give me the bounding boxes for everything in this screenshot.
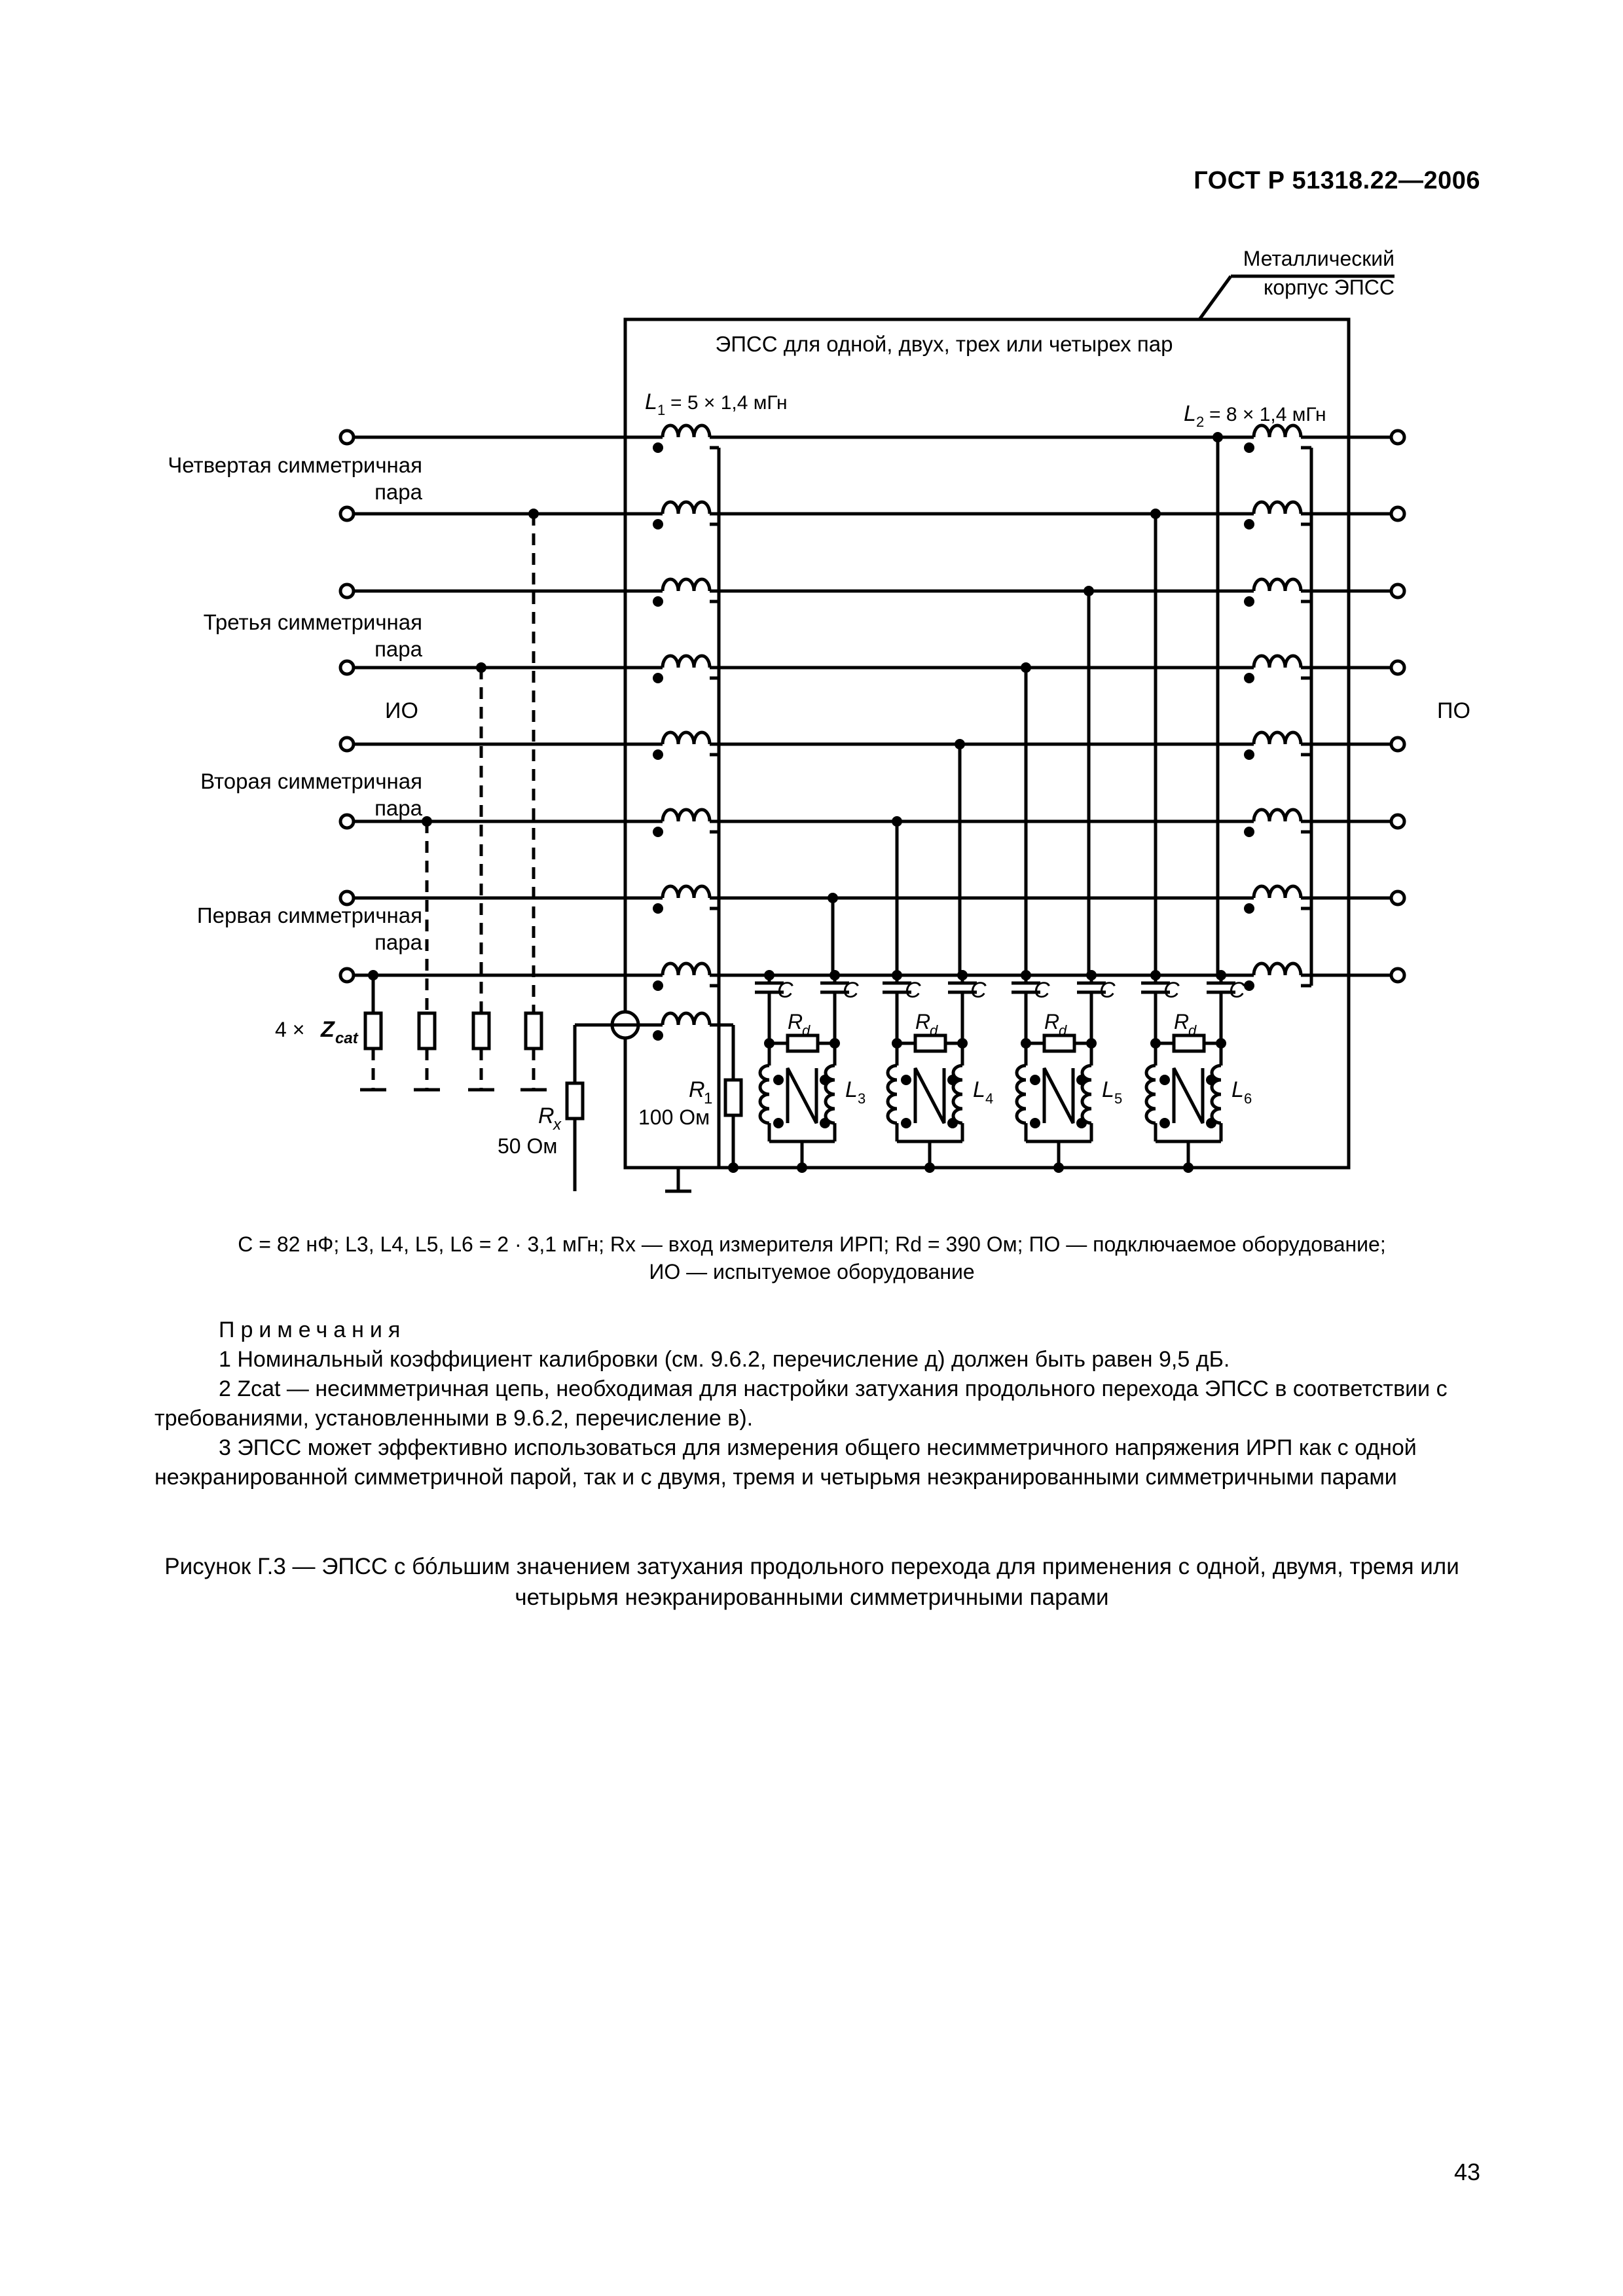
rx-sub: x — [553, 1116, 561, 1134]
winding-dot — [947, 1118, 958, 1128]
right-terminal — [1391, 431, 1404, 444]
ae-label: ПО — [1437, 698, 1470, 723]
c-label: C — [1034, 978, 1050, 1003]
l2-coil-icon — [1254, 579, 1301, 591]
l-symbol: L — [1102, 1077, 1114, 1102]
l-symbol: L — [973, 1077, 985, 1102]
zcat-impedance — [419, 1013, 435, 1049]
coil-dot — [653, 673, 663, 683]
left-terminal — [340, 431, 354, 444]
zcat-impedance — [526, 1013, 541, 1049]
left-terminal — [340, 891, 354, 905]
core-icon — [1174, 1068, 1203, 1123]
right-terminal — [1391, 969, 1404, 982]
rd-sub: d — [802, 1022, 811, 1039]
l-winding-left-icon — [1017, 1066, 1026, 1123]
coil-dot — [1244, 827, 1254, 837]
coil-dot — [653, 519, 663, 529]
winding-dot — [1076, 1075, 1087, 1085]
eut-label: ИО — [385, 698, 418, 723]
right-terminal — [1391, 661, 1404, 674]
right-terminal — [1391, 891, 1404, 905]
coil-dot — [1244, 519, 1254, 529]
coil-dot — [1244, 903, 1254, 914]
coil-dot — [1244, 980, 1254, 991]
winding-dot — [1159, 1118, 1170, 1128]
box-title: ЭПСС для одной, двух, трех или четырех пар — [715, 332, 1173, 356]
note-1: 1 Номинальный коэффициент калибровки (см. 9.6.2, перечисление д) должен быть равен 9,5 дБ. — [219, 1347, 1230, 1372]
right-terminal — [1391, 815, 1404, 828]
l1-coil-icon — [663, 656, 710, 668]
l2-coil-icon — [1254, 963, 1301, 975]
coil-dot — [653, 980, 663, 991]
c-label: C — [905, 978, 921, 1003]
left-terminal — [340, 815, 354, 828]
l2-coil-icon — [1254, 656, 1301, 668]
notes — [155, 1316, 1477, 1492]
l-winding-right-icon — [953, 1066, 962, 1123]
ground-junction — [1183, 1162, 1194, 1173]
l-sub: 5 — [1114, 1090, 1123, 1107]
legend-line-1: C = 82 нФ; L3, L4, L5, L6 = 2 · 3,1 мГн; Rx — вход измерителя ИРП; Rd = 390 Ом; ПО — подключаемое оборудование; — [238, 1232, 1386, 1256]
l1-coil-icon — [663, 963, 710, 975]
l1-coil-icon — [663, 425, 710, 437]
l2-coil-icon — [1254, 810, 1301, 821]
left-terminal — [340, 507, 354, 520]
winding-dot — [820, 1075, 830, 1085]
c-label: C — [843, 978, 859, 1003]
l-winding-left-icon — [1146, 1066, 1156, 1123]
pair1-label-1: Первая симметричная — [196, 903, 422, 927]
legend-line-2: ИО — испытуемое оборудование — [649, 1260, 975, 1283]
pair2-label-2: пара — [374, 796, 422, 820]
coil-dot — [653, 596, 663, 607]
ground-junction — [728, 1162, 739, 1173]
l-winding-right-icon — [1212, 1066, 1221, 1123]
note-3: 3 ЭПСС может эффективно использоваться для измерения общего несимметричного напряжения ИРП как с одной неэкранированной симметричной парой, так и с двумя, тремя и четырьмя неэкранированными симметричными парами — [155, 1435, 1417, 1490]
winding-dot — [1030, 1075, 1040, 1085]
r1-resistor — [725, 1080, 741, 1115]
ground-junction — [797, 1162, 807, 1173]
left-terminal — [340, 969, 354, 982]
l1-coil-icon — [663, 732, 710, 744]
diagram-legend — [131, 1230, 1493, 1285]
l2-coil-icon — [1254, 886, 1301, 898]
ground-junction — [924, 1162, 935, 1173]
l-symbol: L — [1231, 1077, 1244, 1102]
coil-dot — [653, 442, 663, 453]
l-symbol: L — [845, 1077, 858, 1102]
figure-caption: Рисунок Г.3 — ЭПСС с бóльшим значением затухания продольного перехода для применения с одной, двумя, тремя или четырьмя неэкранированными симметричными парами — [164, 1554, 1459, 1610]
right-terminal — [1391, 584, 1404, 598]
coil-dot — [1244, 749, 1254, 760]
c-label: C — [1099, 978, 1116, 1003]
l-winding-right-icon — [826, 1066, 835, 1123]
l1-common-coil-icon — [663, 1013, 710, 1025]
housing-label-2: корпус ЭПСС — [1263, 276, 1395, 299]
core-icon — [1044, 1068, 1073, 1123]
rx-value: 50 Ом — [498, 1134, 558, 1158]
l2-coil-icon — [1254, 732, 1301, 744]
coil-dot — [653, 903, 663, 914]
l1-value: = 5 × 1,4 мГн — [670, 392, 788, 414]
l1-sub: 1 — [657, 402, 666, 418]
zcat-impedance — [473, 1013, 489, 1049]
rd-sub: d — [930, 1022, 938, 1039]
coil-dot — [1244, 442, 1254, 453]
l1-coil-icon — [663, 502, 710, 514]
coil-dot — [1244, 596, 1254, 607]
r1-sub: 1 — [704, 1090, 713, 1107]
pair1-label-2: пара — [374, 930, 422, 954]
winding-dot — [901, 1118, 911, 1128]
rd-symbol: R — [788, 1010, 803, 1033]
coil-dot — [653, 749, 663, 760]
notes-title: Примечания — [219, 1318, 407, 1342]
pair2-label-1: Вторая симметричная — [200, 769, 422, 793]
pair4-label-2: пара — [374, 480, 422, 504]
rd-sub: d — [1188, 1022, 1197, 1039]
right-terminal — [1391, 507, 1404, 520]
rd-symbol: R — [915, 1010, 931, 1033]
winding-dot — [773, 1118, 784, 1128]
pair3-label-2: пара — [374, 637, 422, 661]
left-terminal — [340, 738, 354, 751]
l-sub: 3 — [858, 1090, 866, 1107]
winding-dot — [1030, 1118, 1040, 1128]
pair3-label-1: Третья симметричная — [203, 610, 422, 634]
l-winding-left-icon — [888, 1066, 897, 1123]
housing-label-1: Металлический — [1243, 247, 1395, 270]
core-icon — [915, 1068, 944, 1123]
coil-dot — [1244, 673, 1254, 683]
l2-coil-icon — [1254, 502, 1301, 514]
l2-sub: 2 — [1196, 414, 1205, 430]
r1-value: 100 Ом — [638, 1105, 710, 1129]
c-label: C — [1163, 978, 1180, 1003]
zcat-impedance — [365, 1013, 381, 1049]
l1-symbol: L — [645, 389, 657, 414]
winding-dot — [901, 1075, 911, 1085]
winding-dot — [773, 1075, 784, 1085]
zcat-symbol: Z — [321, 1017, 335, 1042]
pair4-label-1: Четвертая симметричная — [168, 453, 422, 477]
winding-dot — [1206, 1075, 1216, 1085]
rd-sub: d — [1059, 1022, 1067, 1039]
winding-dot — [820, 1118, 830, 1128]
rx-symbol: R — [538, 1103, 555, 1128]
c-label: C — [1229, 978, 1245, 1003]
l2-coil-icon — [1254, 425, 1301, 437]
c-label: C — [777, 978, 793, 1003]
rd-symbol: R — [1174, 1010, 1190, 1033]
c-label: C — [970, 978, 987, 1003]
l-winding-left-icon — [760, 1066, 769, 1123]
ground-junction — [1053, 1162, 1064, 1173]
zcat-sub: cat — [335, 1030, 358, 1047]
winding-dot — [1159, 1075, 1170, 1085]
left-terminal — [340, 584, 354, 598]
winding-dot — [1076, 1118, 1087, 1128]
right-terminal — [1391, 738, 1404, 751]
housing-label-leader — [1199, 276, 1231, 319]
l2-symbol: L — [1184, 401, 1196, 426]
winding-dot — [947, 1075, 958, 1085]
winding-dot — [1206, 1118, 1216, 1128]
rd-symbol: R — [1044, 1010, 1060, 1033]
l1-coil-icon — [663, 579, 710, 591]
l2-value: = 8 × 1,4 мГн — [1209, 404, 1326, 425]
note-2: 2 Zcat — несимметричная цепь, необходимая для настройки затухания продольного перехода ЭПСС в соответствии с требованиями, установленными в 9.6.2, перечисление в). — [155, 1376, 1448, 1431]
coil-dot — [653, 827, 663, 837]
l-sub: 4 — [985, 1090, 994, 1107]
left-terminal — [340, 661, 354, 674]
coil-dot — [653, 1030, 663, 1041]
l-winding-right-icon — [1082, 1066, 1091, 1123]
rx-resistor — [567, 1083, 583, 1119]
standard-code: ГОСТ Р 51318.22—2006 — [1194, 167, 1480, 194]
r1-symbol: R — [689, 1077, 705, 1102]
l1-coil-icon — [663, 886, 710, 898]
core-icon — [788, 1068, 816, 1123]
l1-coil-icon — [663, 810, 710, 821]
l-sub: 6 — [1244, 1090, 1252, 1107]
zcat-prefix: 4 × — [275, 1018, 305, 1041]
page-number: 43 — [1453, 2159, 1480, 2185]
